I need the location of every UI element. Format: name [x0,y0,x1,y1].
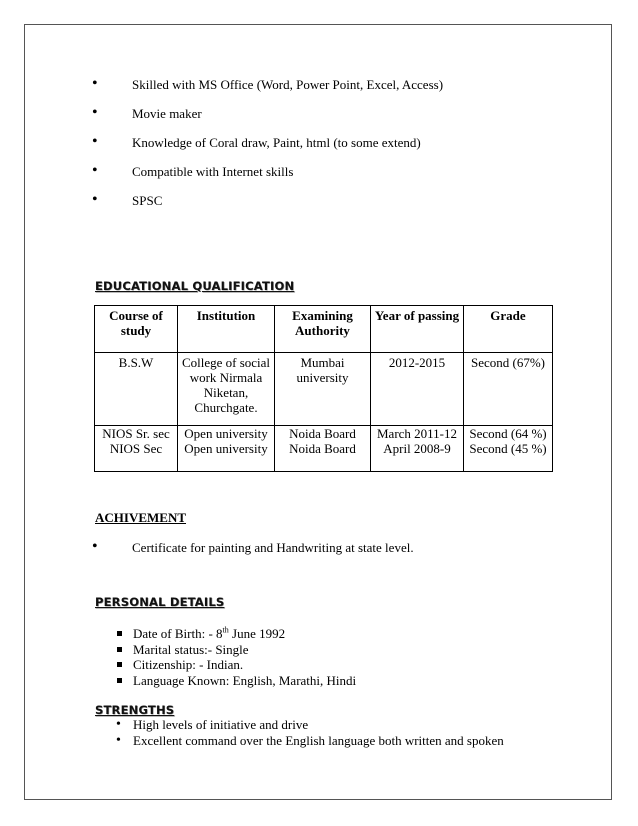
table-cell: Second (67%) [464,353,553,426]
list-item: Language Known: English, Marathi, Hindi [116,673,356,689]
list-item: Citizenship: - Indian. [116,657,356,673]
table-cell: NIOS Sec [95,441,178,472]
list-item [116,626,356,642]
dob-rest: June 1992 [228,626,286,641]
personal-details-heading: PERSONAL DETAILS [95,595,225,609]
table-cell: Open university [178,441,275,472]
table-cell: Mumbai university [275,353,371,426]
list-item: • Compatible with Internet skills [90,163,443,192]
table-header: Examining Authority [275,306,371,353]
achievement-heading: ACHIVEMENT [95,510,187,525]
personal-details-list [116,626,356,688]
table-cell: Noida Board [275,426,371,442]
table-header: Course of study [95,306,178,353]
list-item: • Knowledge of Coral draw, Paint, html (to some extend) [90,134,443,163]
table-header: Institution [178,306,275,353]
table-row [95,441,553,472]
achievement-list [90,539,414,557]
table-cell: B.S.W [95,353,178,426]
table-cell: April 2008-9 [371,441,464,472]
list-item: • Excellent command over the English language both written and spoken [116,733,504,749]
table-row [95,353,553,426]
education-heading: EDUCATIONAL QUALIFICATION [95,279,295,293]
strengths-list [116,717,504,748]
list-item: • Skilled with MS Office (Word, Power Point, Excel, Access) [90,76,443,105]
table-row [95,426,553,442]
table-cell: NIOS Sr. sec [95,426,178,442]
table-cell: Noida Board [275,441,371,472]
list-item: • Certificate for painting and Handwriting at state level. [90,539,414,557]
list-item: • High levels of initiative and drive [116,717,504,733]
table-cell: Second (64 %) [464,426,553,442]
dob-suffix: th [222,625,229,635]
table-cell: March 2011-12 [371,426,464,442]
skills-list [90,76,443,221]
table-header: Year of passing [371,306,464,353]
education-table [94,305,553,472]
table-cell: 2012-2015 [371,353,464,426]
strengths-heading: STRENGTHS [95,703,175,717]
list-item: • SPSC [90,192,443,221]
list-item: Marital status:- Single [116,642,356,658]
table-cell: Open university [178,426,275,442]
table-cell: Second (45 %) [464,441,553,472]
table-cell: College of social work Nirmala Niketan, Churchgate. [178,353,275,426]
table-header: Grade [464,306,553,353]
dob-label: Date of Birth: - [133,626,217,641]
dob-day: 8 [216,626,223,641]
list-item: • Movie maker [90,105,443,134]
